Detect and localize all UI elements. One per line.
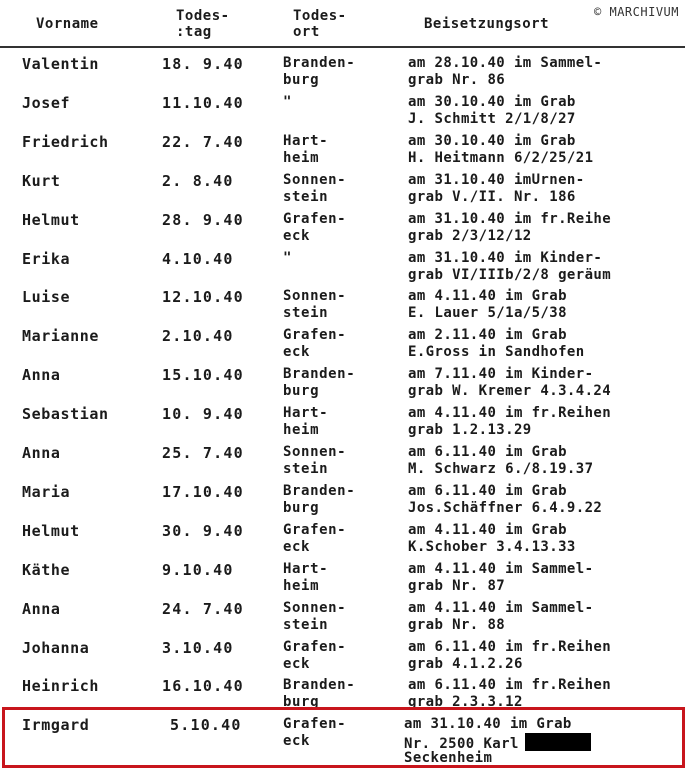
cell-vorname: Helmut <box>22 521 80 540</box>
cell-vorname: Friedrich <box>22 132 109 151</box>
table-row <box>0 561 685 599</box>
cell-todesort: " <box>283 93 293 110</box>
table-row <box>0 522 685 560</box>
cell-beisetzungsort <box>408 366 683 400</box>
beisetzung-line: am 4.11.40 im Sammel- <box>408 560 594 577</box>
cell-todestag: 5.10.40 <box>170 716 242 734</box>
cell-beisetzungsort <box>408 444 683 478</box>
redaction-bar <box>525 733 591 751</box>
cell-todesort: Grafen- eck <box>283 716 347 749</box>
cell-beisetzungsort <box>408 172 683 206</box>
cell-beisetzungsort <box>408 522 683 556</box>
cell-todestag: 11.10.40 <box>162 93 244 112</box>
cell-todestag: 12.10.40 <box>162 288 244 307</box>
cell-beisetzungsort <box>408 405 683 439</box>
table-row <box>0 94 685 132</box>
header-rule <box>0 46 685 48</box>
beisetzung-line: grab 4.1.2.26 <box>408 655 523 672</box>
cell-beisetzungsort <box>408 133 683 167</box>
cell-todestag: 25. 7.40 <box>162 444 244 462</box>
cell-todestag: 3.10.40 <box>162 638 234 657</box>
table-row <box>0 133 685 171</box>
cell-vorname: Irmgard <box>22 716 90 734</box>
cell-vorname: Marianne <box>22 327 100 346</box>
cell-todestag: 15.10.40 <box>162 366 244 385</box>
beisetzung-line: am 6.11.40 im fr.Reihen <box>408 638 612 655</box>
beisetzung-line: am 30.10.40 im Grab <box>408 132 576 149</box>
cell-beisetzungsort <box>408 327 683 361</box>
table-row <box>0 405 685 443</box>
table-header <box>0 8 685 46</box>
cell-todestag: 22. 7.40 <box>162 132 244 151</box>
table-row <box>0 288 685 326</box>
cell-beisetzungsort <box>404 716 679 767</box>
cell-todesort: Grafen- eck <box>283 521 347 555</box>
beisetzung-line: E.Gross in Sandhofen <box>408 344 585 361</box>
cell-beisetzungsort <box>408 600 683 634</box>
beisetzung-line: am 31.10.40 im Kinder- <box>408 249 603 266</box>
cell-vorname: Sebastian <box>22 405 109 424</box>
beisetzung-line: grab VI/IIIb/2/8 geräum <box>408 266 612 283</box>
cell-todesort: Branden- burg <box>283 55 356 88</box>
header-todestag: Todes- :tag <box>176 8 230 40</box>
cell-vorname: Josef <box>22 93 71 112</box>
beisetzung-line: am 6.11.40 im Grab <box>408 444 567 460</box>
beisetzung-line: am 31.10.40 im fr.Reihe <box>408 210 612 227</box>
beisetzung-line: grab 2/3/12/12 <box>408 227 532 244</box>
beisetzung-line: grab W. Kremer 4.3.4.24 <box>408 383 612 400</box>
header-beisetzungsort: Beisetzungsort <box>424 16 550 32</box>
beisetzung-line: grab Nr. 87 <box>408 577 506 594</box>
beisetzung-line: am 6.11.40 im Grab <box>408 482 567 499</box>
cell-todestag: 28. 9.40 <box>162 210 244 229</box>
beisetzung-line: Seckenheim <box>404 750 493 766</box>
beisetzung-line: grab 1.2.13.29 <box>408 422 532 439</box>
cell-todesort: Sonnen- stein <box>283 288 347 322</box>
cell-vorname: Anna <box>22 599 61 618</box>
cell-todestag: 16.10.40 <box>162 677 244 696</box>
cell-beisetzungsort <box>408 211 683 245</box>
cell-vorname: Erika <box>22 249 71 268</box>
beisetzung-line: M. Schwarz 6./8.19.37 <box>408 461 594 477</box>
cell-todesort: Hart- heim <box>283 405 329 439</box>
cell-todestag: 18. 9.40 <box>162 55 244 73</box>
beisetzung-line: am 31.10.40 imUrnen- <box>408 171 585 188</box>
table-row <box>0 55 685 93</box>
cell-vorname: Heinrich <box>22 677 100 696</box>
cell-todestag: 24. 7.40 <box>162 599 244 618</box>
cell-vorname: Käthe <box>22 560 71 579</box>
cell-vorname: Johanna <box>22 638 90 657</box>
table-row <box>0 250 685 288</box>
cell-todesort: Grafen- eck <box>283 638 347 672</box>
beisetzung-line: am 4.11.40 im fr.Reihen <box>408 405 612 422</box>
beisetzung-line: grab V./II. Nr. 186 <box>408 188 576 205</box>
beisetzung-line: Jos.Schäffner 6.4.9.22 <box>408 499 603 516</box>
cell-todesort: Sonnen- stein <box>283 599 347 633</box>
beisetzung-line-with-redaction <box>404 733 679 750</box>
cell-todestag: 30. 9.40 <box>162 521 244 540</box>
cell-todestag: 9.10.40 <box>162 560 234 579</box>
cell-vorname: Anna <box>22 444 61 462</box>
table-row <box>0 211 685 249</box>
cell-todestag: 17.10.40 <box>162 482 244 501</box>
beisetzung-line: am 4.11.40 im Grab <box>408 288 567 305</box>
cell-todestag: 2. 8.40 <box>162 171 234 190</box>
header-vorname: Vorname <box>36 16 99 32</box>
cell-beisetzungsort <box>408 483 683 517</box>
cell-todesort: Branden- burg <box>283 677 356 711</box>
beisetzung-line: grab Nr. 88 <box>408 616 506 633</box>
cell-vorname: Kurt <box>22 171 61 190</box>
table-row <box>0 639 685 677</box>
cell-beisetzungsort <box>408 250 683 284</box>
cell-todesort: " <box>283 249 293 266</box>
table-row <box>0 483 685 521</box>
cell-todesort: Sonnen- stein <box>283 171 347 205</box>
table-row <box>0 600 685 638</box>
beisetzung-line: E. Lauer 5/1a/5/38 <box>408 305 567 322</box>
beisetzung-line: K.Schober 3.4.13.33 <box>408 538 576 555</box>
cell-todesort: Branden- burg <box>283 482 356 516</box>
cell-beisetzungsort <box>408 639 683 673</box>
table-row <box>0 172 685 210</box>
cell-todesort: Hart- heim <box>283 560 329 594</box>
beisetzung-line-text: Nr. 2500 Karl <box>404 736 519 752</box>
beisetzung-line: grab Nr. 86 <box>408 72 506 88</box>
cell-todesort: Sonnen- stein <box>283 444 347 477</box>
cell-todestag: 2.10.40 <box>162 327 234 346</box>
beisetzung-line: am 7.11.40 im Kinder- <box>408 366 594 383</box>
cell-todesort: Branden- burg <box>283 366 356 400</box>
beisetzung-line: grab 2.3.3.12 <box>408 694 523 711</box>
beisetzung-line: am 30.10.40 im Grab <box>408 93 576 110</box>
copyright-watermark: © MARCHIVUM <box>594 5 679 19</box>
cell-todesort: Hart- heim <box>283 132 329 166</box>
cell-beisetzungsort <box>408 55 683 89</box>
cell-beisetzungsort <box>408 94 683 128</box>
cell-todesort: Grafen- eck <box>283 210 347 244</box>
beisetzung-line: am 31.10.40 im Grab <box>404 716 572 732</box>
header-todesort: Todes- ort <box>293 8 347 40</box>
table-row <box>0 327 685 365</box>
cell-todesort: Grafen- eck <box>283 327 347 361</box>
beisetzung-line: J. Schmitt 2/1/8/27 <box>408 110 576 127</box>
cell-beisetzungsort <box>408 561 683 595</box>
cell-vorname: Helmut <box>22 210 80 229</box>
cell-todestag: 10. 9.40 <box>162 405 244 424</box>
beisetzung-line: am 2.11.40 im Grab <box>408 327 567 344</box>
beisetzung-line: am 4.11.40 im Sammel- <box>408 599 594 616</box>
cell-beisetzungsort <box>408 288 683 322</box>
beisetzung-line: am 28.10.40 im Sammel- <box>408 55 603 71</box>
cell-todestag: 4.10.40 <box>162 249 234 268</box>
beisetzung-line: am 4.11.40 im Grab <box>408 521 567 538</box>
table-row <box>0 444 685 482</box>
table-row <box>0 366 685 404</box>
beisetzung-line: H. Heitmann 6/2/25/21 <box>408 149 594 166</box>
cell-vorname: Anna <box>22 366 61 385</box>
cell-vorname: Luise <box>22 288 71 307</box>
beisetzung-line: am 6.11.40 im fr.Reihen <box>408 677 612 694</box>
cell-vorname: Valentin <box>22 55 100 73</box>
cell-vorname: Maria <box>22 482 71 501</box>
highlighted-table-row <box>0 716 685 766</box>
